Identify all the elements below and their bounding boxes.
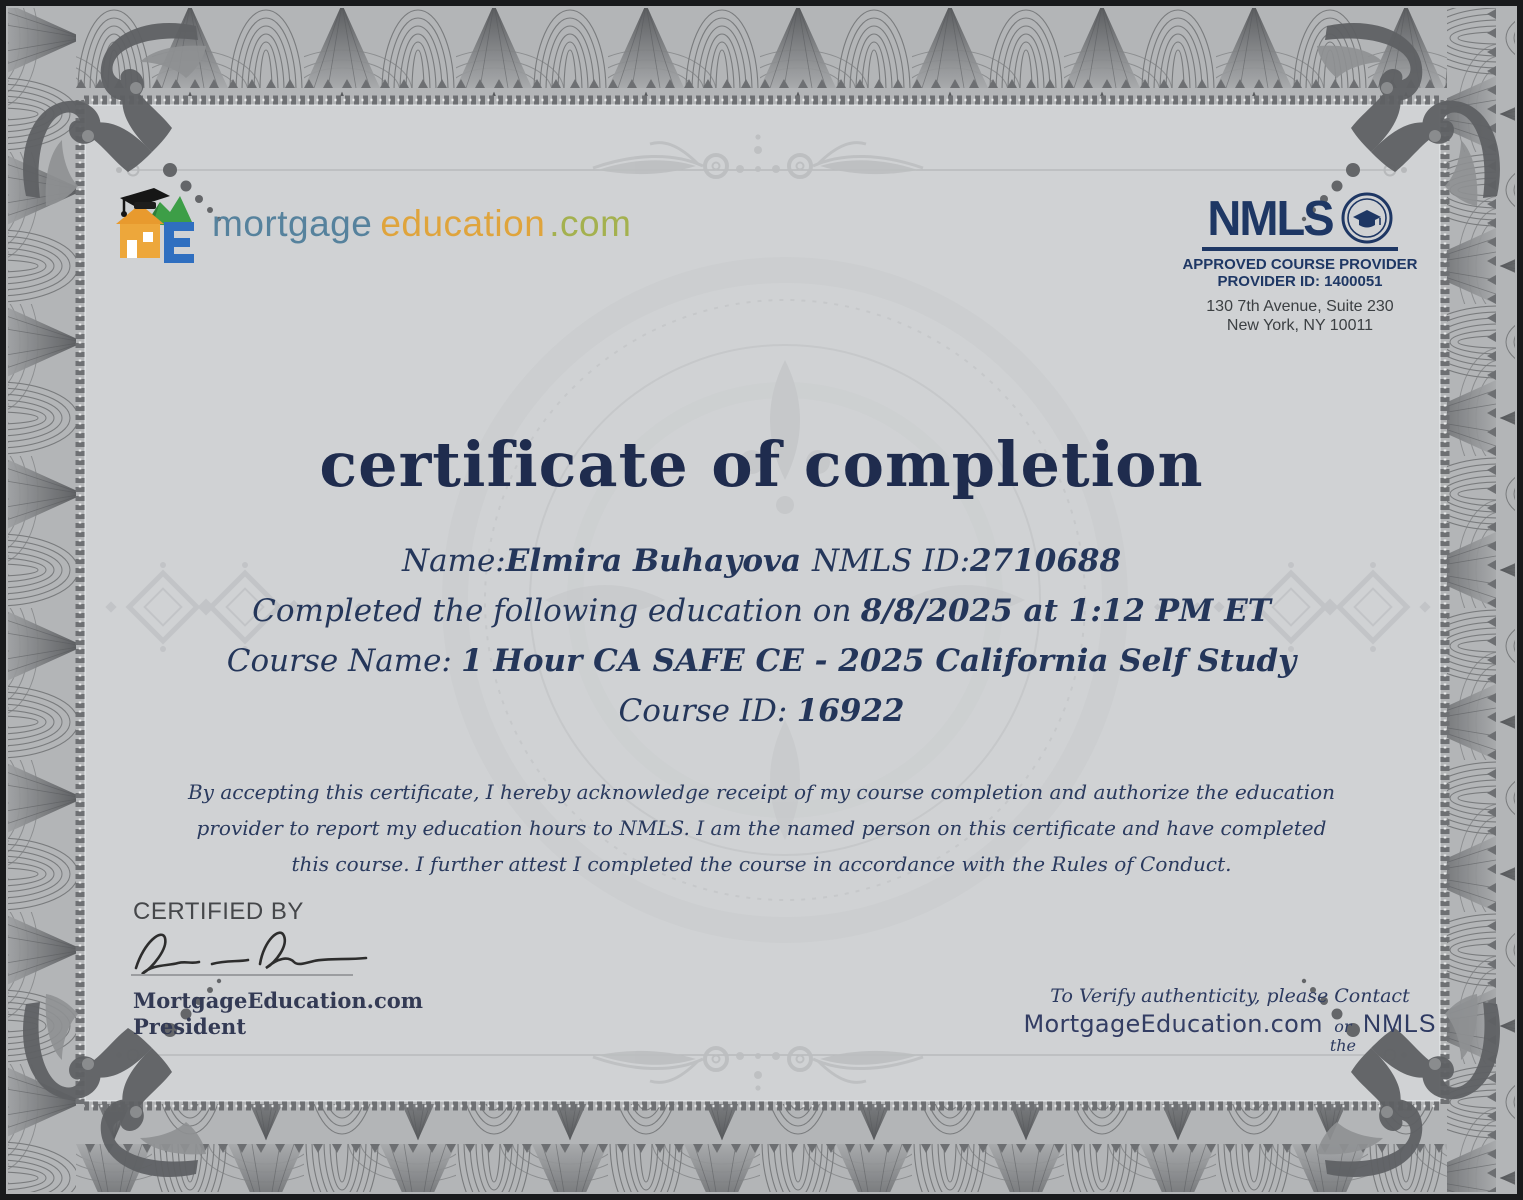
- recipient-nmls-id: 2710688: [970, 543, 1122, 579]
- completion-line: [0, 586, 1523, 636]
- certificate-details: [0, 536, 1523, 736]
- course-id-label: Course ID:: [618, 693, 788, 729]
- president-signature: [128, 920, 378, 982]
- verify-brand: MortgageEducation.com: [1023, 1010, 1323, 1038]
- completion-prefix: Completed the following education on: [252, 593, 852, 629]
- nmls-provider-box: [1160, 190, 1440, 335]
- nmls-underline: [1202, 247, 1398, 251]
- course-name: 1 Hour CA SAFE CE - 2025 California Self Study: [461, 643, 1297, 679]
- verify-instruction: To Verify authenticity, please Contact: [1050, 985, 1410, 1007]
- recipient-name: Elmira Buhayova: [505, 543, 802, 579]
- attestation-paragraph: By accepting this certificate, I hereby acknowledge receipt of my course completion and authorize the education provider to report my education hours to NMLS. I am the named person on this certificate and have completed this course. I further attest I completed the course in accordance with the Rules of Conduct.: [187, 780, 1336, 876]
- nmls-provider-id: PROVIDER ID: 1400051: [1217, 273, 1383, 290]
- house-logo-icon: [112, 180, 204, 268]
- course-id: 16922: [796, 693, 905, 729]
- verify-org: NMLS: [1363, 1010, 1437, 1038]
- completion-datetime: 8/8/2025 at 1:12 PM ET: [860, 593, 1271, 629]
- certifier-role: President: [133, 1014, 247, 1039]
- verify-conjunction: or the: [1329, 1017, 1357, 1055]
- nmls-address-line1: 130 7th Avenue, Suite 230: [1206, 298, 1394, 315]
- logo-word-education: education: [380, 203, 546, 244]
- course-name-label: Course Name:: [226, 643, 452, 679]
- logo-wordmark: [212, 203, 631, 245]
- certified-by-label: CERTIFIED BY: [133, 898, 304, 925]
- nmls-address-line2: New York, NY 10011: [1226, 317, 1374, 334]
- nmls-wordmark: NMLS: [1207, 189, 1333, 246]
- verify-block: [1023, 985, 1437, 1055]
- name-label: Name:: [401, 543, 506, 579]
- logo-word-mortgage: mortgage: [212, 203, 373, 244]
- nmls-id-label: NMLS ID:: [811, 543, 971, 579]
- certificate-title: certificate of completion: [319, 428, 1204, 501]
- logo-word-tld: .com: [549, 203, 632, 244]
- recipient-line: [0, 536, 1523, 586]
- course-id-line: [0, 686, 1523, 736]
- certifier-org: MortgageEducation.com: [133, 988, 423, 1013]
- mortgage-education-logo: [112, 180, 631, 268]
- nmls-approved-line: APPROVED COURSE PROVIDER: [1182, 256, 1418, 273]
- course-name-line: [0, 636, 1523, 686]
- nmls-cap-seal-icon: [1341, 192, 1393, 244]
- signature-line: [131, 974, 353, 976]
